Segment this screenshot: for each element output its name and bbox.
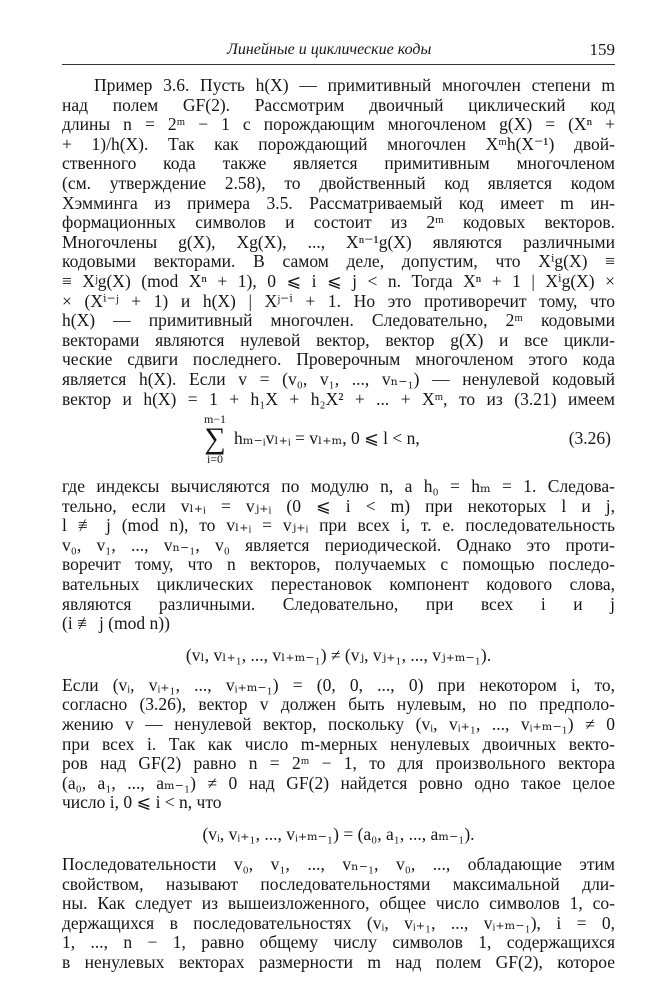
text-line: Если (vᵢ, vᵢ₊₁, ..., vᵢ₊ₘ₋₁) = (0, 0, ..., 0) при некотором i, то, [62,675,615,695]
text-line: векторами являются нулевой вектор, вектор g(X) и все цикли- [62,330,615,350]
sum-lower-limit: i=0 [206,452,224,467]
text-line: кодовыми векторами. В самом деле, допустим, что Xⁱg(X) ≡ [62,252,615,272]
sigma-symbol: ∑ [204,422,226,456]
text-line: жению v — ненулевой вектор, поскольку (vᵢ, vᵢ₊₁, ..., vᵢ₊ₘ₋₁) ≠ 0 [62,715,615,735]
text-line: над полем GF(2). Рассмотрим двоичный циклический код [62,95,615,115]
text-line: (i ≢ j (mod n)) [62,614,170,634]
text-line: где индексы вычисляются по модулю n, а h₀ = hₘ = 1. Следова- [62,477,615,497]
text-line: + 1)/h(X). Так как порождающий многочлен Xᵐh(X⁻¹) двой- [62,134,615,154]
text-line: длины n = 2ᵐ − 1 с порождающим многочленом g(X) = (Xⁿ + [62,115,615,135]
text-line: при всех i. Так как число m-мерных ненулевых двоичных векто- [62,734,615,754]
paragraph-indices [62,477,615,634]
running-title: Линейные и циклические коды [227,41,432,58]
text-line: × (Xⁱ⁻ʲ + 1) и h(X) | Xʲ⁻ⁱ + 1. Но это противоречит тому, что [62,291,615,311]
header-rule [62,64,615,65]
summation [200,413,230,465]
text-line: h(X) — примитивный многочлен. Следовательно, 2ᵐ кодовыми [62,311,615,331]
text-line: ≡ Xʲg(X) (mod Xⁿ + 1), 0 ⩽ i ⩽ j < n. Тогда Xⁿ + 1 | Xⁱg(X) × [62,271,615,291]
page-body [62,76,615,973]
page-header [62,40,615,64]
equation-body: hₘ₋ᵢvₗ₊ᵢ = vₗ₊ₘ, 0 ⩽ l < n, [234,428,420,449]
text-line: является h(X). Если v = (v₀, v₁, ..., vₙ₋₁) — ненулевой кодовый [62,369,615,389]
text-line: свойством, называют последовательностями максимальной дли- [62,874,615,894]
text-line: Пример 3.6. Пусть h(X) — примитивный многочлен степени m [94,76,615,95]
text-line: вектор и h(X) = 1 + h₁X + h₂X² + ... + Xᵐ, то из (3.21) имеем [62,389,615,409]
text-line: (a₀, a₁, ..., aₘ₋₁) ≠ 0 над GF(2) найдется ровно одно такое целое [62,773,615,793]
equation-3-26 [62,413,615,471]
text-line: являются различными. Следовательно, при всех i и j [62,594,615,614]
text-line: ственного кода также является примитивным многочленом [62,154,615,174]
display-equality: (vᵢ, vᵢ₊₁, ..., vᵢ₊ₘ₋₁) = (a₀, a₁, ..., aₘ₋₁). [202,824,475,844]
text-line: Многочлены g(X), Xg(X), ..., Xⁿ⁻¹g(X) являются различными [62,232,615,252]
text-line: число i, 0 ⩽ i < n, что [62,793,222,813]
text-line: тельно, если vₗ₊ᵢ = vⱼ₊ᵢ (0 ⩽ i < m) при некоторых l и j, [62,496,615,516]
paragraph-example-3-6 [62,76,615,409]
text-line: v₀, v₁, ..., vₙ₋₁, v₀ является периодической. Однако это проти- [62,535,615,555]
text-line: ров над GF(2) равно n = 2ᵐ − 1, то для произвольного вектора [62,754,615,774]
text-line: ны. Как следует из вышеизложенного, общее число символов 1, со- [62,894,615,914]
text-line: Последовательности v₀, v₁, ..., vₙ₋₁, v₀, ..., обладающие этим [62,855,615,874]
display-inequality: (vₗ, vₗ₊₁, ..., vₗ₊ₘ₋₁) ≠ (vⱼ, vⱼ₊₁, ..., vⱼ₊ₘ₋₁). [185,644,492,665]
equation-number: (3.26) [568,428,611,449]
sum-upper-limit: m−1 [203,412,227,427]
text-line: воречит тому, что n векторов, получаемых с помощью последо- [62,555,615,575]
text-line: держащихся в последовательностях (vᵢ, vᵢ₊₁, ..., vᵢ₊ₘ₋₁), i = 0, [62,913,615,933]
text-line: 1, ..., n − 1, равно общему числу символов 1, содержащихся [62,933,615,953]
text-line: в ненулевых векторах размерности m над полем GF(2), которое [62,952,615,972]
text-line: согласно (3.26), вектор v должен быть нулевым, но по предполо- [62,695,615,715]
paragraph-max-length-sequences [62,855,615,973]
text-line: ческие сдвиги последнего. Проверочным многочленом этого кода [62,350,615,370]
text-line: формационных символов и состоит из 2ᵐ кодовых векторов. [62,213,615,233]
text-line: Хэмминга из примера 3.5. Рассматриваемый код имеет m ин- [62,193,615,213]
text-line: вательных циклических перестановок компонент кодового слова, [62,575,615,595]
text-line: (см. утверждение 2.58), то двойственный код является кодом [62,173,615,193]
paragraph-nonzero [62,676,615,813]
text-line: l ≢ j (mod n), то vₗ₊ᵢ = vⱼ₊ᵢ при всех i, т. е. последовательность [62,516,615,536]
page-number: 159 [589,40,615,59]
